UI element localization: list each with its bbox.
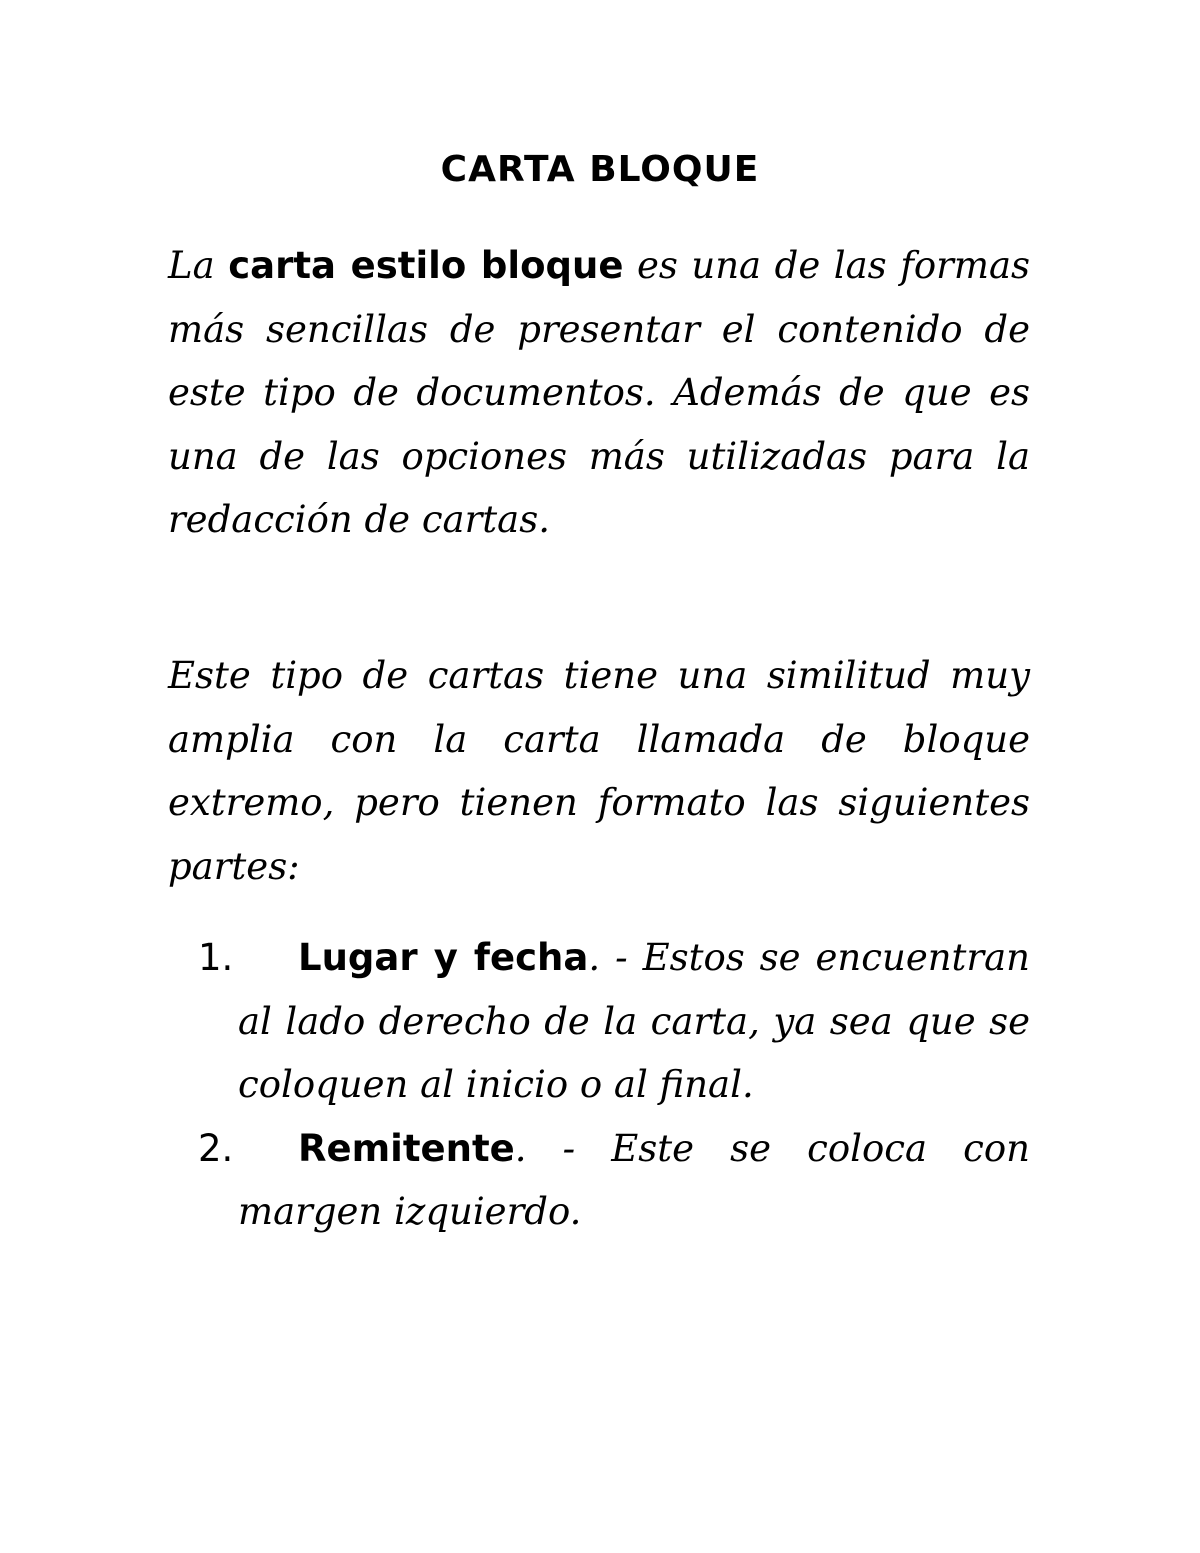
paragraph-description: Este tipo de cartas tiene una similitud muy amplia con la carta llamada de bloque extremo, pero tienen formato las siguientes partes: — [168, 654, 1030, 888]
list-item-number: 1. — [198, 936, 234, 979]
parts-list — [168, 926, 1030, 1244]
document-title: CARTA BLOQUE — [440, 149, 760, 190]
list-item-number: 2. — [198, 1126, 234, 1170]
list-item-term: Remitente — [298, 1126, 515, 1170]
paragraph-intro — [168, 234, 1030, 552]
list-item-description: . - Este se coloca con margen izquierdo. — [238, 1126, 1030, 1233]
paragraph-intro-rest: es una de las formas más sencillas de presentar el contenido de este tipo de documentos. Además de que es una de las opciones más utilizadas para la redacción de cartas. — [168, 244, 1030, 541]
list-item-term: Lugar y fecha — [298, 936, 589, 979]
list-item — [168, 926, 1030, 1117]
paragraph-intro-lead: La — [168, 244, 229, 287]
list-item-description: . - Estos se encuentran al lado derecho de la carta, ya sea que se coloquen al inicio o al final. — [238, 936, 1030, 1106]
list-item — [168, 1117, 1030, 1244]
paragraph-intro-bold-term: carta estilo bloque — [228, 244, 624, 287]
